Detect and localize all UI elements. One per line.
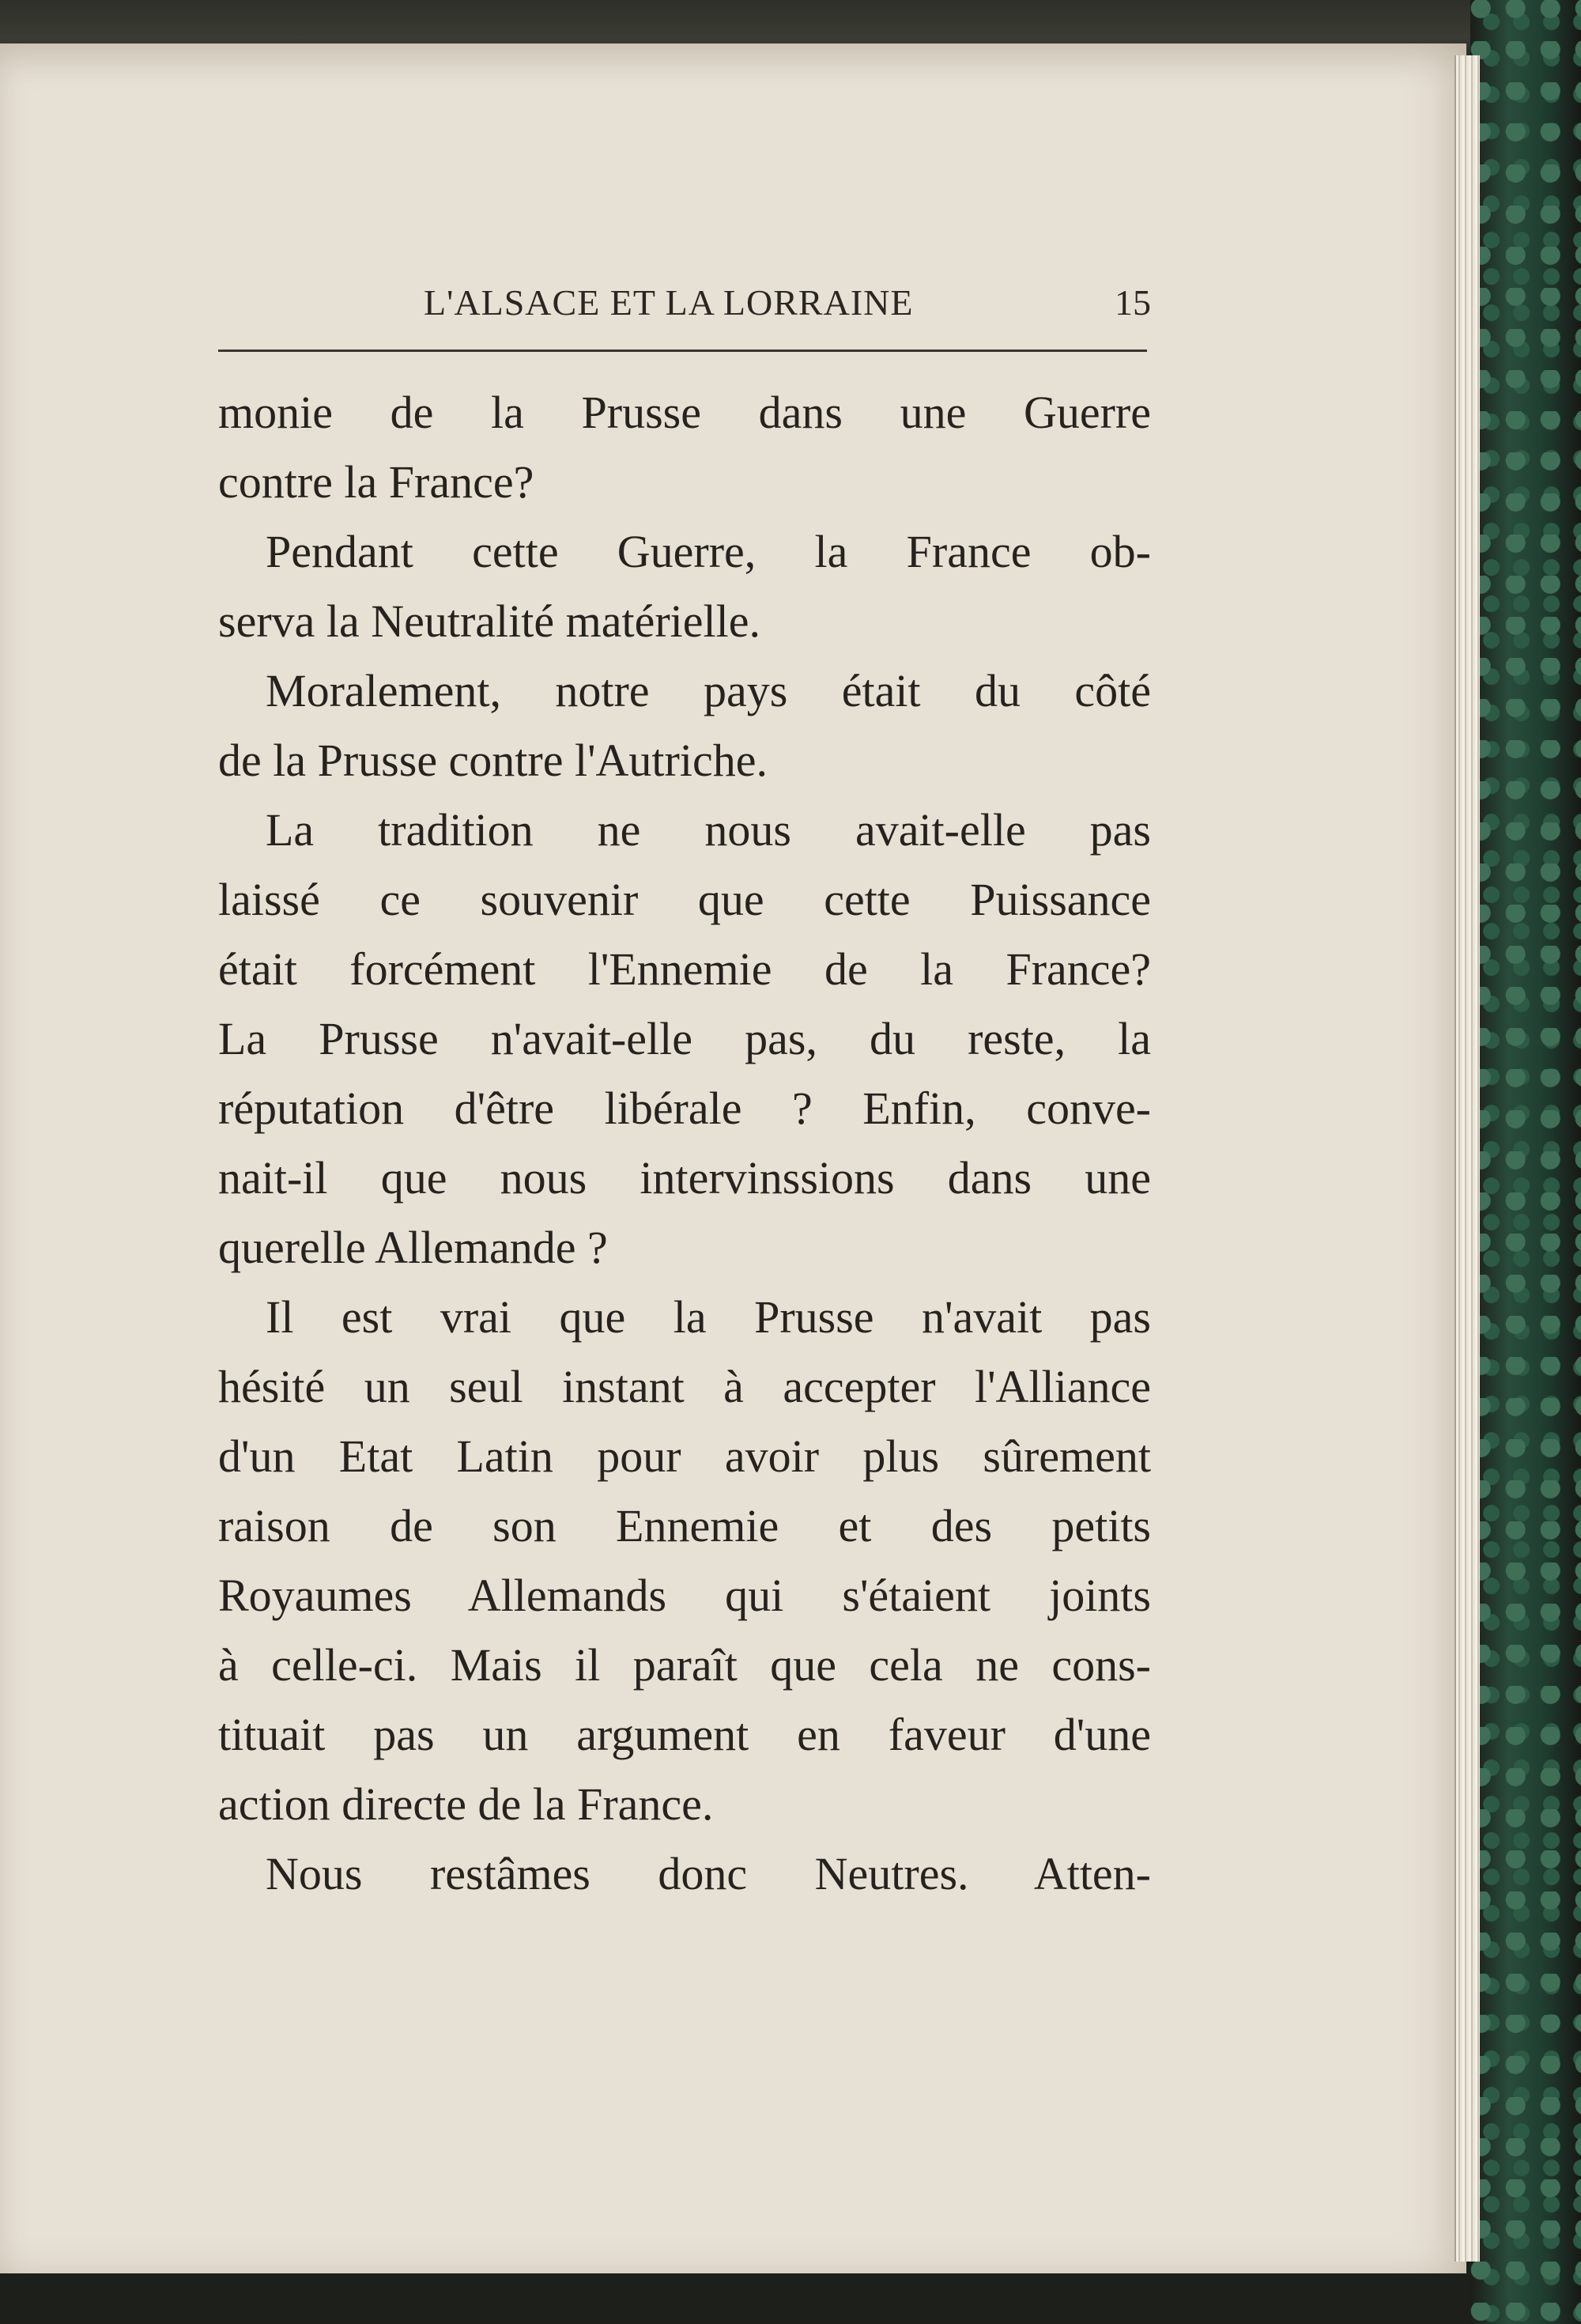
text-line: La tradition ne nous avait-elle pas [266, 804, 1151, 856]
body-text [218, 378, 1151, 1909]
running-head [218, 282, 1151, 329]
text-line: de la Prusse contre l'Autriche. [218, 735, 768, 786]
text-line: Moralement, notre pays était du côté [266, 665, 1151, 716]
text-line: Nous restâmes donc Neutres. Atten- [266, 1848, 1151, 1899]
running-title: L'ALSACE ET LA LORRAINE [424, 282, 914, 323]
text-line: monie de la Prusse dans une Guerre [218, 387, 1151, 438]
text-line: était forcément l'Ennemie de la France? [218, 943, 1151, 995]
text-line: à celle-ci. Mais il paraît que cela ne cons- [218, 1639, 1151, 1691]
page-number: 15 [1115, 282, 1151, 323]
text-line: La Prusse n'avait-elle pas, du reste, la [218, 1013, 1151, 1064]
text-line: laissé ce souvenir que cette Puissance [218, 874, 1151, 925]
header-rule [218, 350, 1147, 352]
page-block-edge [1455, 55, 1480, 2262]
text-line: Royaumes Allemands qui s'étaient joints [218, 1570, 1151, 1621]
text-line: tituait pas un argument en faveur d'une [218, 1709, 1151, 1760]
text-line: nait-il que nous intervinssions dans une [218, 1152, 1151, 1204]
text-line: querelle Allemande ? [218, 1222, 608, 1273]
text-line: hésité un seul instant à accepter l'Alliance [218, 1361, 1151, 1412]
text-line: raison de son Ennemie et des petits [218, 1500, 1151, 1551]
text-line: Il est vrai que la Prusse n'avait pas [266, 1291, 1151, 1343]
text-line: réputation d'être libérale ? Enfin, conve- [218, 1083, 1151, 1134]
text-line: d'un Etat Latin pour avoir plus sûrement [218, 1430, 1151, 1482]
book-cover-edge [1470, 0, 1581, 2324]
text-line: action directe de la France. [218, 1778, 714, 1830]
text-line: Pendant cette Guerre, la France ob- [266, 526, 1151, 577]
text-line: contre la France? [218, 456, 534, 508]
text-line: serva la Neutralité matérielle. [218, 595, 760, 647]
